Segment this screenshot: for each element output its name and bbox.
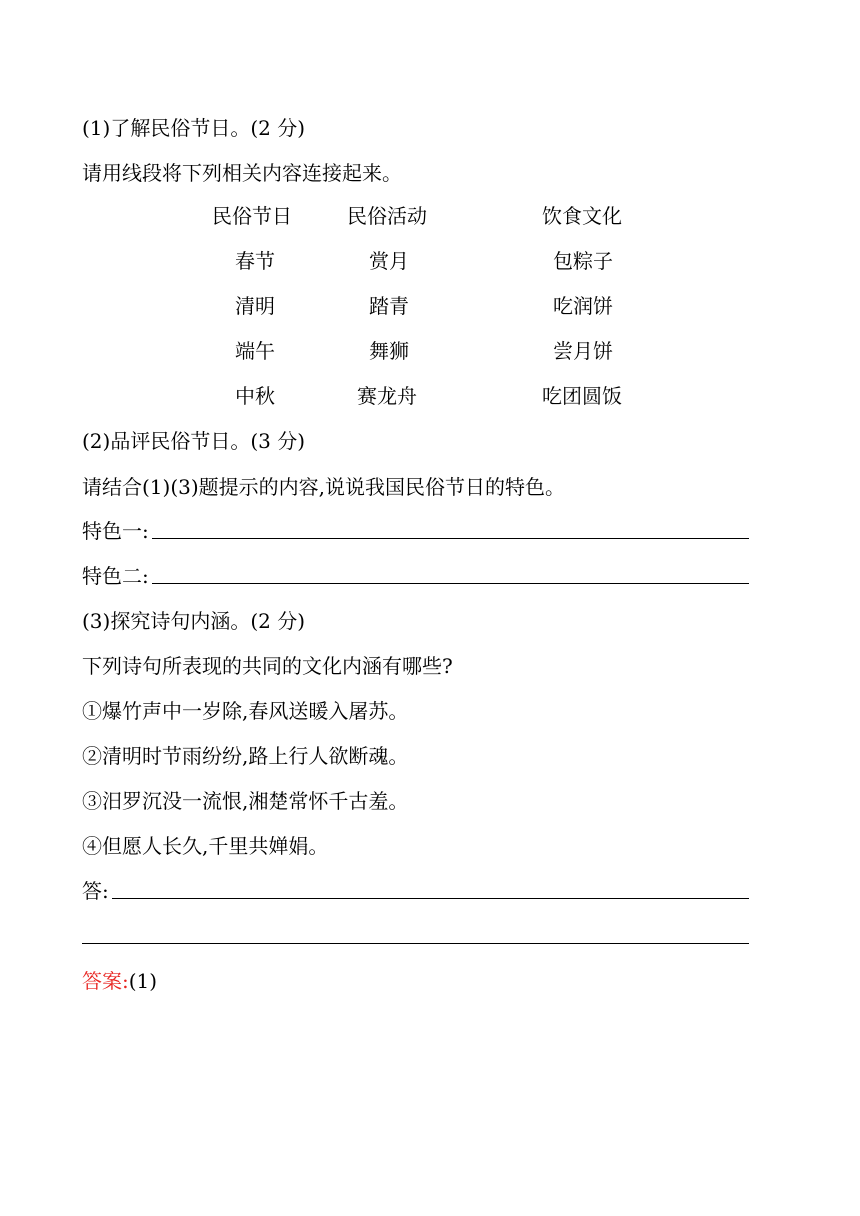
header-activity: 民俗活动	[347, 204, 427, 228]
q2-heading: (2)品评民俗节日。(3 分)	[82, 429, 306, 453]
activity-item: 踏青	[369, 294, 409, 318]
activity-item: 赛龙舟	[357, 384, 417, 408]
q1-heading: (1)了解民俗节日。(2 分)	[82, 116, 306, 140]
feature1-label: 特色一:	[82, 519, 149, 543]
answer-key	[82, 968, 157, 994]
food-item: 吃润饼	[553, 294, 613, 318]
feature1-answer-line[interactable]	[152, 538, 749, 539]
header-food: 饮食文化	[542, 204, 622, 228]
poem-line: ②清明时节雨纷纷,路上行人欲断魂。	[82, 744, 409, 768]
food-item: 包粽子	[553, 249, 613, 273]
q3-answer-line-1[interactable]	[112, 898, 749, 899]
festival-item: 春节	[235, 249, 275, 273]
poem-line: ①爆竹声中一岁除,春风送暖入屠苏。	[82, 699, 409, 723]
feature2-answer-line[interactable]	[152, 583, 749, 584]
festival-item: 端午	[235, 339, 275, 363]
food-item: 尝月饼	[553, 339, 613, 363]
activity-item: 舞狮	[369, 339, 409, 363]
festival-item: 清明	[235, 294, 275, 318]
q3-heading: (3)探究诗句内涵。(2 分)	[82, 609, 306, 633]
poem-line: ③汨罗沉没一流恨,湘楚常怀千古羞。	[82, 789, 409, 813]
answer-key-value: (1)	[128, 969, 158, 993]
q3-answer-line-2[interactable]	[82, 943, 749, 944]
q1-instruction: 请用线段将下列相关内容连接起来。	[82, 161, 402, 185]
poem-line: ④但愿人长久,千里共婵娟。	[82, 834, 329, 858]
q3-instruction: 下列诗句所表现的共同的文化内涵有哪些?	[82, 654, 453, 678]
food-item: 吃团圆饭	[542, 384, 622, 408]
activity-item: 赏月	[369, 249, 409, 273]
header-festival: 民俗节日	[212, 204, 292, 228]
q2-instruction: 请结合(1)(3)题提示的内容,说说我国民俗节日的特色。	[82, 475, 566, 499]
feature2-label: 特色二:	[82, 564, 149, 588]
festival-item: 中秋	[235, 384, 275, 408]
answer-key-label: 答案:	[82, 969, 129, 993]
q3-answer-label: 答:	[82, 879, 109, 903]
